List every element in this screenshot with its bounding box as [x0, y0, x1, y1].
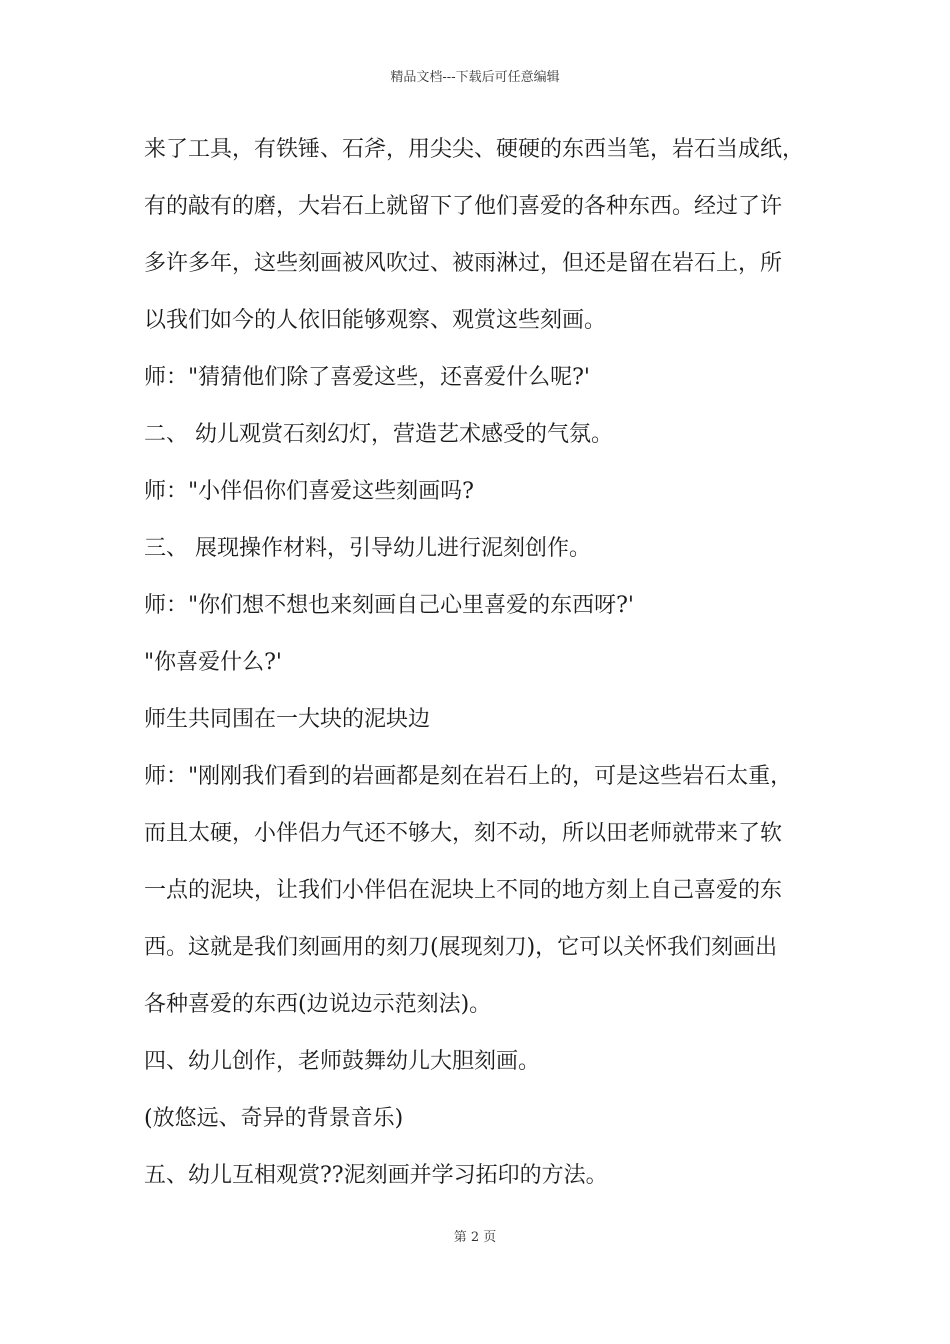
text-line: 一点的泥块，让我们小伴侣在泥块上不同的地方刻上自己喜爱的东: [144, 878, 783, 903]
text-line: 来了工具，有铁锤、石斧，用尖尖、硬硬的东西当笔，岩石当成纸，: [144, 137, 805, 162]
page-header: 精品文档---下载后可任意编辑: [390, 70, 560, 85]
text-line: 师："刚刚我们看到的岩画都是刻在岩石上的，可是这些岩石太重，: [144, 764, 793, 789]
text-line: 以我们如今的人依旧能够观察、观赏这些刻画。: [144, 308, 607, 333]
text-line: 五、幼儿互相观赏??泥刻画并学习拓印的方法。: [144, 1163, 608, 1188]
text-line: "你喜爱什么?': [144, 650, 282, 675]
text-line: 二、 幼儿观赏石刻幻灯，营造艺术感受的气氛。: [144, 422, 613, 447]
document-body: [144, 128, 844, 1211]
text-line: 师生共同围在一大块的泥块边: [144, 707, 431, 732]
text-line: 四、幼儿创作，老师鼓舞幼儿大胆刻画。: [144, 1049, 541, 1074]
text-line: 多许多年，这些刻画被风吹过、被雨淋过，但还是留在岩石上，所: [144, 251, 783, 276]
text-line: 而且太硬，小伴侣力气还不够大，刻不动，所以田老师就带来了软: [144, 821, 783, 846]
text-line: 各种喜爱的东西(边说边示范刻法)。: [144, 992, 492, 1017]
text-line: 三、 展现操作材料，引导幼儿进行泥刻创作。: [144, 536, 591, 561]
text-line: 师："猜猜他们除了喜爱这些，还喜爱什么呢?': [144, 365, 590, 390]
text-line: 师："小伴侣你们喜爱这些刻画吗?: [144, 479, 474, 504]
text-line: (放悠远、奇异的背景音乐): [144, 1106, 404, 1131]
text-line: 西。这就是我们刻画用的刻刀(展现刻刀)，它可以关怀我们刻画出: [144, 935, 778, 960]
text-line: 师："你们想不想也来刻画自己心里喜爱的东西呀?': [144, 593, 634, 618]
text-line: 有的敲有的磨，大岩石上就留下了他们喜爱的各种东西。经过了许: [144, 194, 783, 219]
page-number: 第 2 页: [453, 1230, 497, 1245]
